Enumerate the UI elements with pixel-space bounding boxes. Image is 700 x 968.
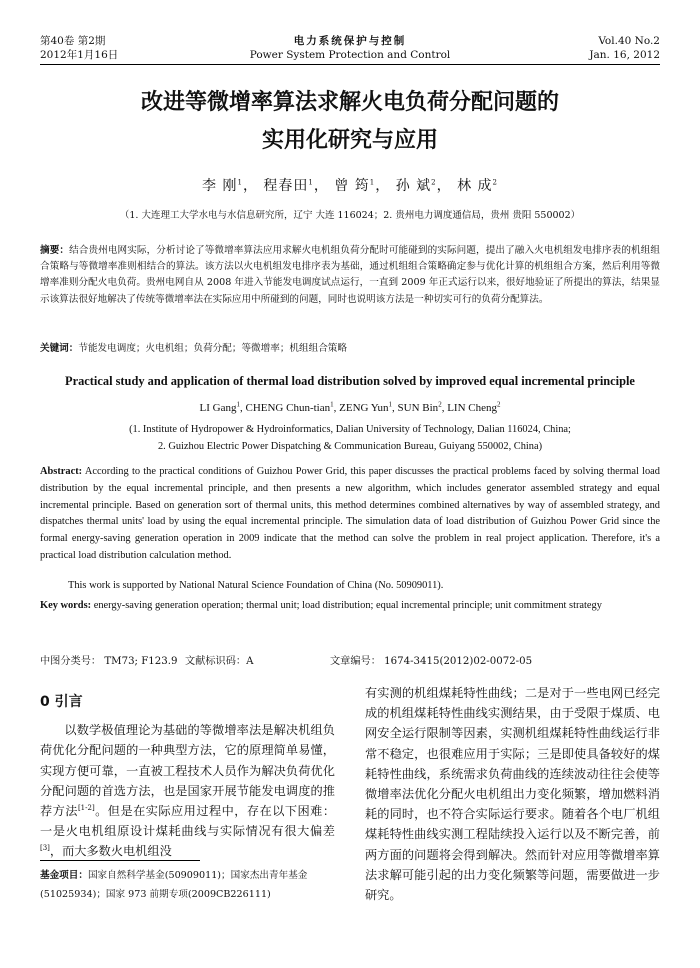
footnote-funding: [40, 866, 335, 904]
running-header: [40, 34, 660, 64]
keywords-cn: [40, 341, 660, 356]
section-heading: 0 引言: [40, 694, 83, 710]
affiliation-en-1: (1. Institute of Hydropower & Hydroinformatics, Dalian University of Technology, Dalian 116024, China;: [129, 424, 571, 435]
keywords-en-text: energy-saving generation operation; thermal unit; load distribution; equal incremental principle; unit commitment strategy: [93, 600, 602, 611]
authors-en: LI Gang$^1$, CHENG Chun-tian$^1$, ZENG Yun$^1$, SUN Bin$^2$, LIN Cheng$^2$: [199, 400, 501, 414]
author-en: CHENG Chun-tian$^1$: [245, 400, 334, 414]
author-en: ZENG Yun$^1$: [339, 400, 393, 414]
abstract-cn: [40, 243, 660, 308]
header-journal: [40, 34, 660, 62]
author-cn: 程春田$^1$: [263, 178, 314, 194]
article-number: 文章编号： 1674-3415(2012)02-0072-05: [330, 656, 533, 667]
abstract-en: [40, 464, 660, 565]
author-en: SUN Bin$^2$: [397, 400, 442, 414]
document-code: 文献标识码：A: [185, 656, 254, 667]
header-journal-en: Power System Protection and Control: [249, 49, 451, 61]
abstract-en-label: Abstract:: [40, 466, 83, 477]
footnote-rule: [40, 860, 200, 861]
footnote-text: 国家自然科学基金(50909011)；国家杰出青年基金(51025934)；国家 973 前期专项(2009CB226111): [40, 870, 308, 900]
body-column-right: [365, 683, 660, 905]
abstract-en-text: According to the practical conditions of Guizhou Power Grid, this paper discusses the practical problems faced by solving thermal load distribution by the equal incremental principle, and then presents a new algorithm, which includes generator assembled strategy and equal incremental principle. Based on generation sort of thermal units, this method determines combined alternatives by way of assembled strategy, and dispatches thermal units' load by using the equal incremental principle. The simulation data of load distribution of Guizhou Power Grid since the formal energy-saving generation operation in 2009 indicate that the method can solve the problem in real project application. Therefore, it's a practical load distribution calculation method.: [40, 466, 660, 561]
body-paragraph: 以数学极值理论为基础的等微增率法是解决机组负荷优化分配问题的一种典型方法，它的原理简单易懂，实现方便可靠，一直被工程技术人员作为解决负荷优化分配问题的首选方法，也是国家开展节能发电调度的推荐方法[1-2]。但是在实际应用过程中，存在以下困难：一是火电机组原设计煤耗曲线与实际情况有很大偏差[3]，而大多数火电机组没: [40, 723, 336, 859]
header-journal-cn: 电力系统保护与控制: [293, 35, 407, 47]
clc-number: 中图分类号： TM73; F123.9: [40, 656, 178, 667]
body-paragraph: 有实测的机组煤耗特性曲线；二是对于一些电网已经完成的机组煤耗特性曲线实测结果，由于受限于煤质、电网安全运行限制等因素，实测机组煤耗特性曲线运行非常不稳定，也很难应用于实际；三是即使具备较好的煤耗特性曲线，系统需求负荷曲线的连续波动往往会使等微增率法优化分配火电机组出力变化频繁，增加燃料消耗的同时，也不符合实际运行要求。随着各个电厂机组煤耗特性曲线实测工程陆续投入运行以及不断完善，前两方面的问题将会得到解决。然而针对应用等微增率算法求解可能引起的出力变化频繁等问题，需要做进一步研究。: [365, 686, 660, 903]
header-volume-en: [589, 34, 660, 62]
author-en: LI Gang$^1$: [199, 400, 240, 414]
keywords-cn-text: 节能发电调度；火电机组；负荷分配；等微增率；机组组合策略: [78, 343, 347, 354]
footnote-label: 基金项目：: [40, 870, 88, 881]
header-date-cn: 2012年1月16日: [40, 49, 119, 61]
author-cn: 李 刚$^1$: [202, 178, 243, 194]
affiliation-en: [40, 421, 660, 455]
header-vol-en: Vol.40 No.2: [598, 35, 660, 47]
keywords-en-label: Key words:: [40, 600, 92, 611]
citation: [3]: [40, 844, 50, 853]
affiliation-cn: （1. 大连理工大学水电与水信息研究所，辽宁 大连 116024；2. 贵州电力调度通信局，贵州 贵阳 550002）: [119, 210, 581, 221]
title-line-1: 改进等微增率算法求解火电负荷分配问题的: [140, 90, 559, 115]
body-column-left: [40, 692, 335, 862]
funding-note-en: This work is supported by National Natural Science Foundation of China (No. 50909011).: [68, 580, 444, 591]
header-date-en: Jan. 16, 2012: [589, 49, 660, 61]
paper-title-cn: [40, 84, 660, 160]
keywords-cn-label: 关键词：: [40, 343, 79, 354]
affiliation-en-2: 2. Guizhou Electric Power Dispatching & Communication Bureau, Guiyang 550002, China): [157, 441, 543, 452]
keywords-en: [40, 598, 660, 615]
author-cn: 孙 斌$^2$: [395, 178, 437, 194]
authors-cn: 李 刚$^1$， 程春田$^1$， 曾 筠$^1$， 孙 斌$^2$， 林 成$^2$: [202, 178, 498, 194]
header-volume: 第40卷 第2期: [40, 35, 106, 47]
abstract-cn-text: 结合贵州电网实际，分析讨论了等微增率算法应用求解火电机组负荷分配时可能碰到的实际问题，提出了融入火电机组发电排序表的机组组合策略与等微增率准则相结合的算法。该方法以火电机组发电排序表为基础，通过机组组合策略确定参与优化计算的机组组合方案，然后利用等微增率准则分配火电负荷。贵州电网自从 2008 年进入节能发电调度试点运行，一直到 2009 年正式运行以来，很好地验证了所提出的算法，结果显示该算法很好地解决了传统等微增率法在实际应用中所碰到的问题，同时也说明该方法是一种切实可行的负荷分配算法。: [40, 245, 661, 305]
paper-title-en: Practical study and application of thermal load distribution solved by improved equal incremental principle: [65, 374, 635, 388]
citation: [1-2]: [77, 803, 95, 812]
abstract-cn-label: 摘要：: [40, 245, 70, 256]
author-cn: 曾 筠$^1$: [334, 178, 376, 194]
header-rule: [40, 64, 660, 65]
title-line-2: 实用化研究与应用: [261, 128, 438, 153]
author-cn: 林 成$^2$: [457, 178, 498, 194]
author-en: LIN Cheng$^2$: [447, 400, 501, 414]
